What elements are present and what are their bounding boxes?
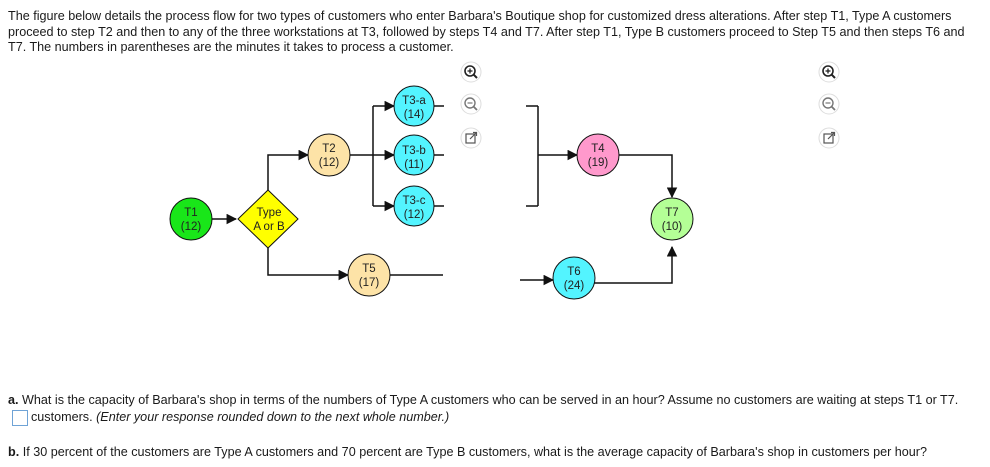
node-t3c-label: T3-c	[402, 195, 426, 207]
node-t5-time: (17)	[358, 277, 380, 289]
node-t3b	[394, 135, 434, 175]
question-b-prefix: b.	[8, 445, 20, 459]
node-t4-label: T4	[591, 143, 605, 155]
node-t1-time: (12)	[180, 221, 202, 233]
zoom-out-icon[interactable]	[461, 94, 481, 114]
node-t3a-time: (14)	[403, 109, 425, 121]
node-t7	[651, 198, 693, 240]
node-t6-label: T6	[567, 266, 581, 278]
decision-diamond	[238, 190, 298, 248]
question-a-suffix: customers.	[31, 410, 93, 424]
node-t7-time: (10)	[661, 221, 683, 233]
arrow-t4-to-t7	[618, 155, 672, 197]
arrow-decision-to-t2	[268, 155, 308, 190]
flow-connectors	[212, 106, 672, 283]
decision-label-line1: Type	[256, 207, 282, 219]
answer-a-input[interactable]	[12, 410, 28, 426]
node-t2-label: T2	[322, 143, 336, 155]
node-t6	[553, 257, 595, 299]
node-t6-time: (24)	[563, 280, 585, 292]
node-t1	[170, 198, 212, 240]
zoom-in-icon[interactable]	[461, 62, 481, 82]
arrow-t6-to-t7	[594, 247, 672, 283]
node-t3b-time: (11)	[404, 159, 424, 171]
question-b	[8, 444, 980, 461]
open-new-window-icon[interactable]	[819, 128, 839, 148]
node-t5-label: T5	[362, 263, 376, 275]
decision-label-line2: A or B	[253, 221, 285, 233]
question-a	[8, 392, 980, 426]
node-t3a	[394, 86, 434, 126]
node-t2-time: (12)	[318, 157, 340, 169]
zoom-out-icon[interactable]	[819, 94, 839, 114]
arrow-decision-to-t5	[268, 248, 348, 275]
question-a-prefix: a.	[8, 393, 19, 407]
node-t3a-label: T3-a	[402, 95, 426, 107]
node-t7-label: T7	[665, 207, 679, 219]
node-t3c	[394, 186, 434, 226]
question-a-hint: (Enter your response rounded down to the next whole number.)	[96, 410, 450, 424]
node-t2	[308, 134, 350, 176]
node-t4-time: (19)	[587, 157, 609, 169]
node-t4	[577, 134, 619, 176]
intro-paragraph: The figure below details the process flow for two types of customers who enter Barbara's Boutique shop for customized dress alterations. After step T1, Type A customers proceed to step T2 and then to any of the three workstations at T3, followed by steps T4 and T7. After step T1, Type B customers proceed to Step T5 and then steps T6 and T7. The numbers in parentheses are the minutes it takes to process a customer.	[8, 9, 965, 55]
node-t3c-time: (12)	[403, 209, 425, 221]
question-a-text: What is the capacity of Barbara's shop in terms of the numbers of Type A customers who can be served in an hour? Assume no customers are waiting at steps T1 or T7.	[22, 393, 959, 407]
open-new-window-icon[interactable]	[461, 128, 481, 148]
node-t3b-label: T3-b	[402, 145, 426, 157]
zoom-in-icon[interactable]	[819, 62, 839, 82]
node-t5	[348, 254, 390, 296]
node-t1-label: T1	[184, 207, 198, 219]
question-b-text: If 30 percent of the customers are Type A customers and 70 percent are Type B customers, what is the average capacity of Barbara's shop in customers per hour?	[22, 445, 927, 459]
